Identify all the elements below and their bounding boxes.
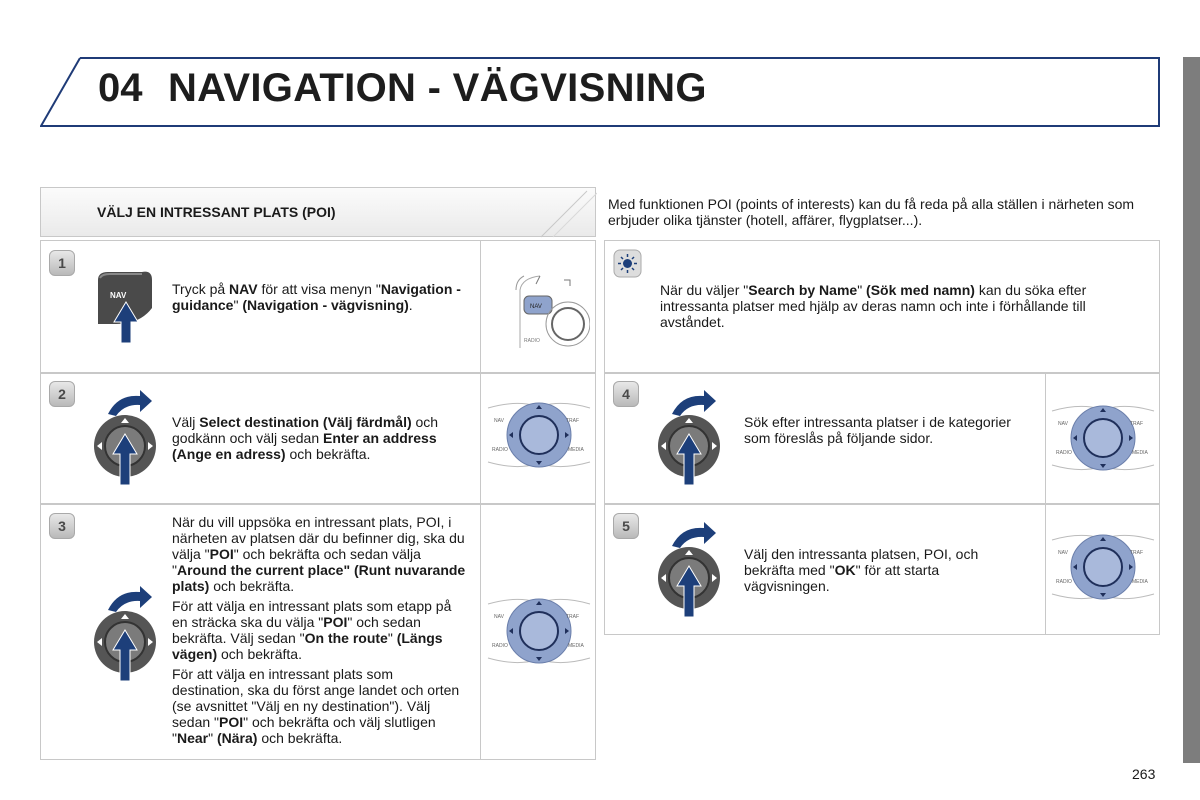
svg-text:RADIO: RADIO [492, 447, 508, 453]
svg-text:TRAF: TRAF [1130, 550, 1144, 556]
control-panel-illustration [486, 400, 592, 470]
svg-text:RADIO: RADIO [1056, 450, 1072, 456]
step-number: 2 [49, 381, 75, 407]
svg-text:TRAF: TRAF [1130, 421, 1144, 427]
divider [480, 504, 481, 760]
dash-radio-label: RADIO [524, 338, 540, 344]
section-title: VÄLJ EN INTRESSANT PLATS (POI) [97, 204, 336, 220]
divider [480, 240, 481, 373]
svg-text:NAV: NAV [1058, 550, 1068, 556]
step-5-text: Välj den intressanta platsen, POI, och bekräfta med "OK" för att starta vägvisningen. [744, 546, 979, 594]
step-3-paragraph-2: För att välja en intressant plats som etapp på en sträcka ska du välja "POI" och sedan bekräfta. Välj sedan "On the route" (Längs vägen) och bekräfta. [172, 598, 452, 662]
step-number: 3 [49, 513, 75, 539]
control-panel-illustration [1050, 532, 1156, 602]
control-panel-illustration [1050, 403, 1156, 473]
svg-text:MEDIA: MEDIA [568, 447, 584, 453]
svg-text:NAV: NAV [1058, 421, 1068, 427]
svg-text:MEDIA: MEDIA [568, 643, 584, 649]
svg-text:MEDIA: MEDIA [1132, 579, 1148, 585]
chapter-number: 04 [98, 66, 143, 110]
dashboard-nav-illustration [510, 270, 590, 350]
svg-text:TRAF: TRAF [566, 614, 580, 620]
svg-text:NAV: NAV [494, 418, 504, 424]
step-number: 5 [613, 513, 639, 539]
nav-label-text: NAV [110, 291, 127, 300]
rotary-knob-icon [90, 584, 162, 684]
tip-lightbulb-icon [613, 249, 643, 279]
control-panel-illustration [486, 596, 592, 666]
divider [1045, 373, 1046, 504]
divider [1045, 504, 1046, 635]
step-number: 4 [613, 381, 639, 407]
svg-text:NAV: NAV [494, 614, 504, 620]
svg-text:TRAF: TRAF [566, 418, 580, 424]
svg-text:RADIO: RADIO [1056, 579, 1072, 585]
step-number: 1 [49, 250, 75, 276]
step-3-paragraph-1: När du vill uppsöka en intressant plats, POI, i närheten av platsen där du befinner dig, ska du välja "POI" och bekräfta och sedan välja "Around the current place" (Runt nuvarande plats) och bekräfta. [172, 514, 466, 594]
dash-nav-label: NAV [530, 304, 542, 310]
tip-text: När du väljer "Search by Name" (Sök med namn) kan du söka efter intressanta platser med hjälp av deras namn och inte i förhållande till avståndet. [660, 282, 1087, 330]
svg-text:MEDIA: MEDIA [1132, 450, 1148, 456]
nav-button-icon [96, 268, 156, 346]
divider [480, 373, 481, 504]
chapter-tab [1183, 57, 1200, 763]
step-2-text: Välj Select destination (Välj färdmål) och godkänn och välj sedan Enter an address (Ange en adress) och bekräfta. [172, 414, 439, 462]
page-title: NAVIGATION - VÄGVISNING [168, 66, 707, 110]
rotary-knob-icon [90, 388, 162, 488]
step-3-paragraph-3: För att välja en intressant plats som destination, ska du först ange landet och orten (se avsnittet "Välj en ny destination"). Välj sedan "POI" och bekräfta och välj slutligen "Near" (Nära) och bekräfta. [172, 666, 460, 746]
page-number: 263 [1132, 766, 1156, 782]
section-intro: Med funktionen POI (points of interests) kan du få reda på alla ställen i närheten som erbjuder olika tjänster (hotell, affärer, flygplatser...). [608, 196, 1135, 228]
step-4-text: Sök efter intressanta platser i de kategorier som föreslås på följande sidor. [744, 414, 1011, 446]
svg-text:RADIO: RADIO [492, 643, 508, 649]
rotary-knob-icon [654, 520, 726, 620]
step-3-text [172, 514, 468, 750]
step-1-text: Tryck på NAV för att visa menyn "Navigation - guidance" (Navigation - vägvisning). [172, 281, 461, 313]
rotary-knob-icon [654, 388, 726, 488]
